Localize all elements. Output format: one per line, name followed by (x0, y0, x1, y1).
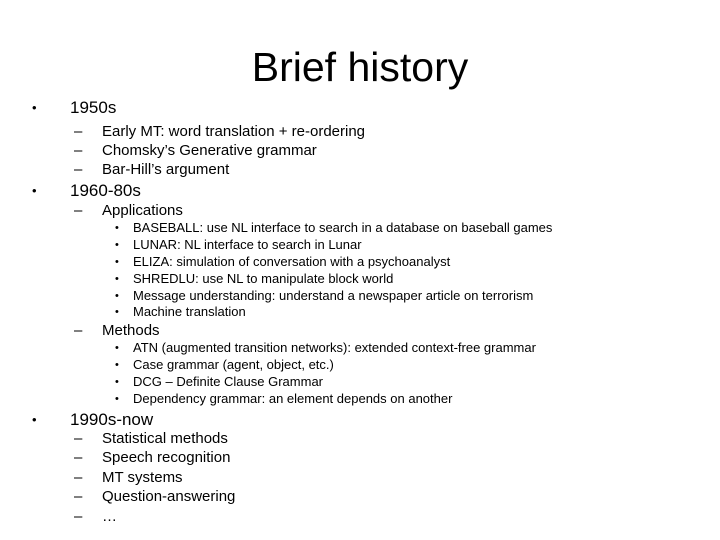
bullet-marker: • (32, 183, 37, 198)
bullet-marker: • (115, 342, 119, 354)
list-item-text: Chomsky’s Generative grammar (102, 142, 317, 159)
section-heading: 1960-80s (70, 181, 141, 200)
dash-marker: – (74, 322, 83, 339)
bullet-marker: • (115, 376, 119, 388)
list-item-text: LUNAR: NL interface to search in Lunar (133, 237, 362, 252)
list-item-text: Dependency grammar: an element depends on another (133, 391, 453, 406)
group-label: Applications (102, 202, 183, 219)
list-item (74, 142, 317, 160)
section-heading: 1950s (70, 98, 117, 117)
list-item-text: Speech recognition (102, 449, 231, 466)
dash-marker: – (74, 508, 83, 525)
list-item (115, 237, 362, 253)
list-item-text: DCG – Definite Clause Grammar (133, 374, 323, 389)
bullet-marker: • (115, 306, 119, 318)
section-1950s (32, 98, 117, 118)
list-item-text: SHREDLU: use NL to manipulate block world (133, 271, 394, 286)
bullet-marker: • (115, 290, 119, 302)
bullet-marker: • (115, 359, 119, 371)
list-item (115, 374, 323, 390)
list-item (115, 220, 553, 236)
bullet-marker: • (115, 239, 119, 251)
list-item-text: Bar-Hill’s argument (102, 161, 230, 178)
list-item (74, 430, 228, 448)
list-item-text: ELIZA: simulation of conversation with a psychoanalyst (133, 254, 451, 269)
section-1990s-now (32, 410, 154, 430)
list-item-text: Question-answering (102, 488, 236, 505)
list-item-text: Machine translation (133, 304, 246, 319)
list-item-text: Early MT: word translation + re-ordering (102, 123, 366, 140)
dash-marker: – (74, 142, 83, 159)
bullet-marker: • (115, 256, 119, 268)
dash-marker: – (74, 161, 83, 178)
list-item-text: BASEBALL: use NL interface to search in a database on baseball games (133, 220, 553, 235)
list-item (115, 357, 334, 373)
list-item (74, 469, 183, 487)
bullet-marker: • (32, 412, 37, 427)
slide-title: Brief history (251, 44, 469, 90)
list-item-text: Case grammar (agent, object, etc.) (133, 357, 334, 372)
group-label-methods (74, 322, 160, 340)
bullet-marker: • (115, 273, 119, 285)
list-item (115, 271, 394, 287)
section-1960-80s (32, 181, 141, 201)
list-item-text: ATN (augmented transition networks): extended context-free grammar (133, 340, 536, 355)
section-heading: 1990s-now (70, 410, 154, 429)
list-item-text: MT systems (102, 469, 183, 486)
dash-marker: – (74, 488, 83, 505)
list-item (74, 508, 117, 526)
bullet-marker: • (32, 100, 37, 115)
dash-marker: – (74, 202, 83, 219)
list-item (115, 391, 453, 407)
bullet-marker: • (115, 222, 119, 234)
list-item (74, 449, 231, 467)
list-item (74, 161, 230, 179)
dash-marker: – (74, 123, 83, 140)
bullet-marker: • (115, 393, 119, 405)
list-item-text: … (102, 508, 117, 525)
list-item-text: Message understanding: understand a newspaper article on terrorism (133, 288, 534, 303)
list-item (115, 288, 534, 304)
group-label: Methods (102, 322, 160, 339)
dash-marker: – (74, 449, 83, 466)
list-item (74, 488, 236, 506)
list-item (115, 254, 451, 270)
dash-marker: – (74, 430, 83, 447)
dash-marker: – (74, 469, 83, 486)
list-item-text: Statistical methods (102, 430, 228, 447)
list-item (115, 340, 536, 356)
group-label-applications (74, 202, 183, 220)
list-item (115, 304, 246, 320)
list-item (74, 123, 366, 141)
